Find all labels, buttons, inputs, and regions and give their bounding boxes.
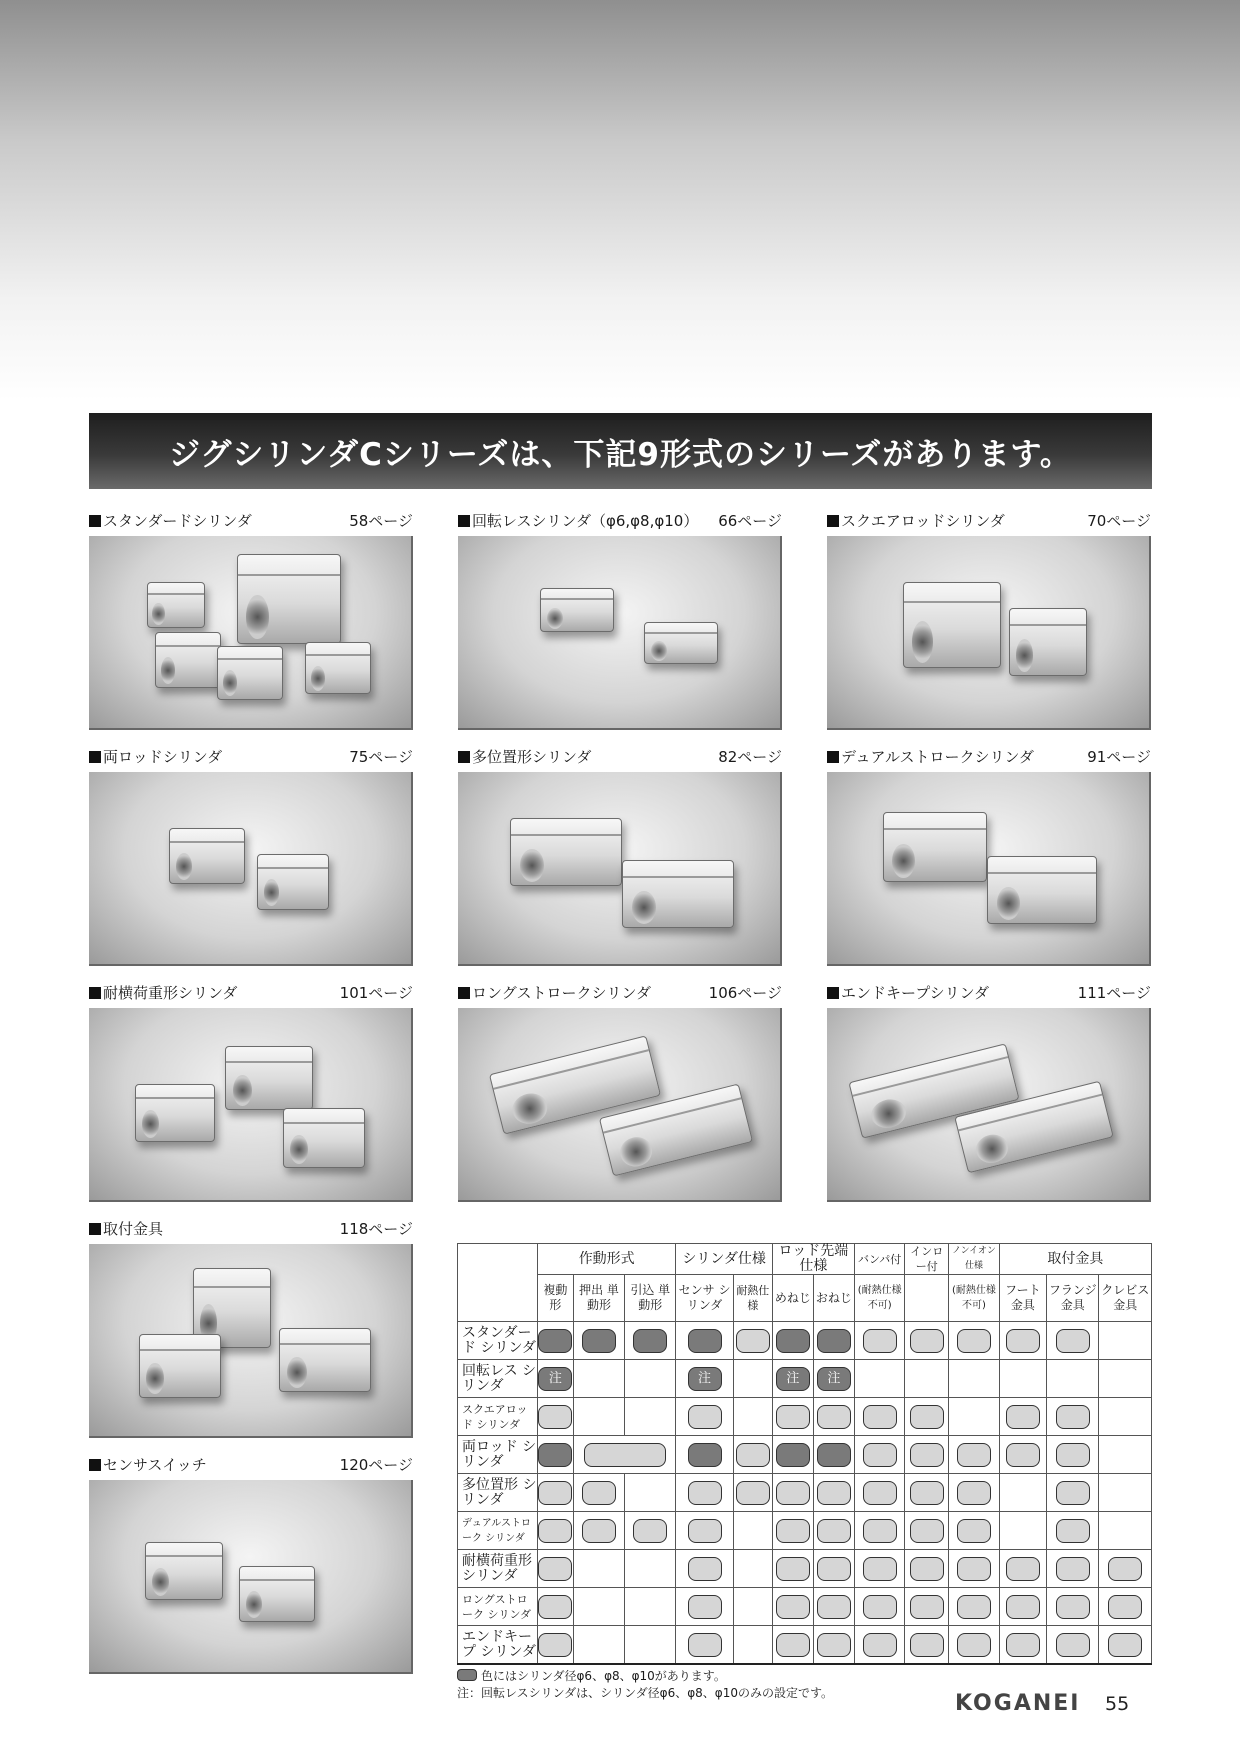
cell-available (584, 1443, 666, 1467)
bullet-square-icon (458, 987, 470, 999)
cell-available (1108, 1595, 1142, 1619)
product-photo (89, 1480, 413, 1674)
cell-note: 注 (688, 1367, 722, 1391)
series-page: 118ページ (339, 1220, 413, 1238)
table-row (458, 1360, 1152, 1398)
cell-available (957, 1595, 991, 1619)
cell-available (910, 1633, 944, 1657)
page-banner: ジグシリンダCシリーズは、下記9形式のシリーズがあります。 (89, 413, 1152, 489)
row-label: 多位置形 シリンダ (458, 1474, 538, 1512)
footnote-note: 注：回転レスシリンダは、シリンダ径φ6、φ8、φ10のみの設定です。 (457, 1686, 834, 1700)
series-square-rod (827, 510, 1151, 730)
cell-available (817, 1481, 851, 1505)
column-header: フート 金具 (999, 1275, 1046, 1322)
cell-available (863, 1443, 897, 1467)
cell-available (957, 1329, 991, 1353)
series-page: 75ページ (349, 748, 413, 766)
bullet-square-icon (458, 751, 470, 763)
group-header: 取付金具 (999, 1244, 1151, 1275)
series-side-load (89, 982, 413, 1202)
series-name: 耐横荷重形シリンダ (103, 984, 238, 1002)
series-page: 70ページ (1087, 512, 1151, 530)
page-number: 55 (1105, 1693, 1130, 1715)
product-photo (89, 1008, 413, 1202)
cell-available (863, 1595, 897, 1619)
table-row (458, 1436, 1152, 1474)
product-photo (458, 536, 782, 730)
cell-available (1056, 1329, 1090, 1353)
column-header: 引込 単動形 (625, 1275, 676, 1322)
cell-available (688, 1633, 722, 1657)
product-photo (827, 536, 1151, 730)
cell-available (863, 1519, 897, 1543)
column-header: めねじ (772, 1275, 813, 1322)
cell-available (817, 1405, 851, 1429)
series-name: 取付金具 (103, 1220, 164, 1238)
cell-available (1056, 1405, 1090, 1429)
cell-available (538, 1633, 572, 1657)
bullet-square-icon (89, 987, 101, 999)
column-header (905, 1275, 949, 1322)
row-label: スクエアロッド シリンダ (458, 1398, 538, 1436)
cell-available (633, 1329, 667, 1353)
cell-available (538, 1481, 572, 1505)
cell-available (817, 1595, 851, 1619)
cell-available (863, 1329, 897, 1353)
series-page: 66ページ (718, 512, 782, 530)
cell-available (1056, 1595, 1090, 1619)
cell-available (817, 1443, 851, 1467)
series-page: 111ページ (1077, 984, 1151, 1002)
group-header: 作動形式 (538, 1244, 676, 1275)
cell-available (538, 1329, 572, 1353)
cell-available (582, 1519, 616, 1543)
cell-available (1108, 1633, 1142, 1657)
cell-available (1006, 1329, 1040, 1353)
series-name: 多位置形シリンダ (472, 748, 592, 766)
cell-note: 注 (776, 1367, 810, 1391)
cell-available (688, 1329, 722, 1353)
group-header: バンパ付 (854, 1244, 904, 1275)
cell-available (957, 1481, 991, 1505)
matrix-corner (458, 1244, 538, 1322)
product-photo (89, 536, 413, 730)
column-header: 押出 単動形 (573, 1275, 624, 1322)
series-page: 82ページ (718, 748, 782, 766)
table-row (458, 1398, 1152, 1436)
column-header: クレビス 金具 (1099, 1275, 1152, 1322)
series-feature-matrix (457, 1243, 1152, 1665)
cell-available (538, 1595, 572, 1619)
cell-available (736, 1443, 770, 1467)
group-header: ノンイオン仕様 (949, 1244, 999, 1275)
column-header: おねじ (813, 1275, 854, 1322)
series-name: ロングストロークシリンダ (472, 984, 651, 1002)
legend-swatch (457, 1669, 477, 1681)
row-label: 耐横荷重形 シリンダ (458, 1550, 538, 1588)
cell-available (776, 1329, 810, 1353)
cell-available (1108, 1557, 1142, 1581)
cell-available (776, 1481, 810, 1505)
cell-available (688, 1443, 722, 1467)
group-header: シリンダ仕様 (676, 1244, 773, 1275)
cell-available (910, 1557, 944, 1581)
cell-available (817, 1557, 851, 1581)
row-label: 両ロッド シリンダ (458, 1436, 538, 1474)
header-gradient (0, 0, 1240, 400)
cell-available (1056, 1557, 1090, 1581)
cell-available (582, 1481, 616, 1505)
table-row (458, 1512, 1152, 1550)
cell-available (633, 1519, 667, 1543)
series-multi-position (458, 746, 782, 966)
cell-available (863, 1557, 897, 1581)
cell-available (910, 1443, 944, 1467)
cell-available (538, 1405, 572, 1429)
series-page: 106ページ (708, 984, 782, 1002)
series-name: 回転レスシリンダ（φ6,φ8,φ10） (472, 512, 699, 530)
series-dual-stroke (827, 746, 1151, 966)
cell-available (538, 1557, 572, 1581)
cell-available (776, 1405, 810, 1429)
cell-available (776, 1557, 810, 1581)
series-page: 120ページ (339, 1456, 413, 1474)
cell-available (1056, 1519, 1090, 1543)
series-name: センサスイッチ (103, 1456, 207, 1474)
series-non-rotating (458, 510, 782, 730)
column-header: センサ シリンダ (676, 1275, 733, 1322)
bullet-square-icon (458, 515, 470, 527)
series-name: エンドキープシリンダ (841, 984, 990, 1002)
bullet-square-icon (827, 515, 839, 527)
cell-available (863, 1481, 897, 1505)
bullet-square-icon (89, 751, 101, 763)
cell-available (1006, 1557, 1040, 1581)
cell-available (817, 1519, 851, 1543)
cell-available (582, 1329, 616, 1353)
cell-available (957, 1519, 991, 1543)
series-name: スクエアロッドシリンダ (841, 512, 1005, 530)
row-label: デュアルストローク シリンダ (458, 1512, 538, 1550)
cell-available (538, 1519, 572, 1543)
row-label: ロングストローク シリンダ (458, 1588, 538, 1626)
cell-available (910, 1481, 944, 1505)
series-sensor-switch (89, 1454, 413, 1674)
product-photo (827, 772, 1151, 966)
cell-available (688, 1405, 722, 1429)
cell-note: 注 (817, 1367, 851, 1391)
bullet-square-icon (827, 987, 839, 999)
cell-available (1056, 1481, 1090, 1505)
table-row (458, 1550, 1152, 1588)
cell-available (863, 1633, 897, 1657)
column-header: (耐熱仕様 不可) (854, 1275, 904, 1322)
series-page: 58ページ (349, 512, 413, 530)
table-row (458, 1322, 1152, 1360)
cell-available (1006, 1595, 1040, 1619)
column-header: (耐熱仕様 不可) (949, 1275, 999, 1322)
cell-available (1056, 1633, 1090, 1657)
cell-available (957, 1557, 991, 1581)
cell-available (1006, 1633, 1040, 1657)
table-row (458, 1474, 1152, 1512)
series-mounting-brackets (89, 1218, 413, 1438)
cell-available (957, 1633, 991, 1657)
bullet-square-icon (89, 1223, 101, 1235)
cell-available (1006, 1405, 1040, 1429)
table-row (458, 1626, 1152, 1665)
cell-available (688, 1519, 722, 1543)
cell-available (1006, 1443, 1040, 1467)
product-photo (89, 772, 413, 966)
cell-available (736, 1481, 770, 1505)
bullet-square-icon (89, 1459, 101, 1471)
cell-available (776, 1519, 810, 1543)
column-header: 耐熱仕様 (733, 1275, 772, 1322)
footnotes (457, 1668, 833, 1702)
footnote-color: 色にはシリンダ径φ6、φ8、φ10があります。 (481, 1669, 726, 1683)
series-page: 91ページ (1087, 748, 1151, 766)
cell-available (817, 1633, 851, 1657)
cell-available (776, 1443, 810, 1467)
row-label: エンドキープ シリンダ (458, 1626, 538, 1665)
column-header: フランジ 金具 (1047, 1275, 1099, 1322)
cell-available (776, 1633, 810, 1657)
series-name: スタンダードシリンダ (103, 512, 252, 530)
cell-available (910, 1405, 944, 1429)
series-long-stroke (458, 982, 782, 1202)
table-row (458, 1588, 1152, 1626)
cell-available (957, 1443, 991, 1467)
product-photo (458, 1008, 782, 1202)
cell-available (776, 1595, 810, 1619)
series-name: 両ロッドシリンダ (103, 748, 223, 766)
cell-available (736, 1329, 770, 1353)
cell-available (688, 1595, 722, 1619)
brand-logo: KOGANEI (955, 1691, 1081, 1716)
series-double-rod (89, 746, 413, 966)
cell-available (817, 1329, 851, 1353)
bullet-square-icon (89, 515, 101, 527)
cell-available (1056, 1443, 1090, 1467)
cell-available (910, 1595, 944, 1619)
series-page: 101ページ (339, 984, 413, 1002)
group-header: インロー付 (905, 1244, 949, 1275)
cell-available (910, 1329, 944, 1353)
product-photo (89, 1244, 413, 1438)
product-photo (458, 772, 782, 966)
series-standard (89, 510, 413, 730)
bullet-square-icon (827, 751, 839, 763)
cell-note: 注 (538, 1367, 572, 1391)
series-end-keep (827, 982, 1151, 1202)
series-name: デュアルストロークシリンダ (841, 748, 1034, 766)
cell-available (688, 1481, 722, 1505)
group-header: ロッド先端仕様 (772, 1244, 854, 1275)
cell-available (688, 1557, 722, 1581)
cell-available (863, 1405, 897, 1429)
column-header: 複動形 (538, 1275, 574, 1322)
row-label: 回転レス シリンダ (458, 1360, 538, 1398)
cell-available (910, 1519, 944, 1543)
cell-available (538, 1443, 572, 1467)
product-photo (827, 1008, 1151, 1202)
row-label: スタンダード シリンダ (458, 1322, 538, 1360)
